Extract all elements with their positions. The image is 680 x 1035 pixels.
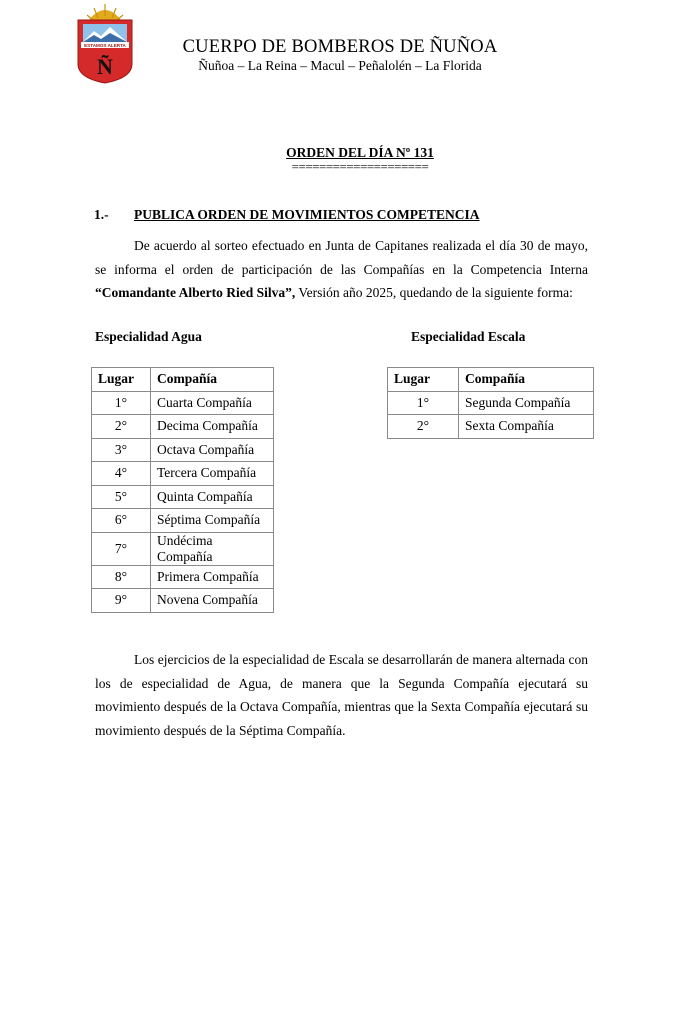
crest-motto: ESTAMOS ALERTA [84,43,126,48]
closing-paragraph [95,648,588,742]
fire-department-crest-logo [74,2,136,84]
water-order-table [91,367,274,613]
table-row [92,532,274,565]
closing-text: Los ejercicios de la especialidad de Escala se desarrollarán de manera alternada con los de especialidad de Agua, de manera que la Segunda Compañía ejecutará su movimiento después de la Octava Compañía, mientras que la Sexta Compañía ejecutará su movimiento después de la Séptima Compañía. [95,652,588,738]
intro-text: De acuerdo al sorteo efectuado en Junta de Capitanes realizada el día 30 de mayo, se informa el orden de participación de las Compañías en la Competencia Interna [95,238,588,277]
intro-paragraph [95,234,588,305]
company-cell: Novena Compañía [151,589,274,613]
company-cell: Tercera Compañía [151,462,274,486]
position-header: Lugar [92,368,151,392]
position-cell: 8° [92,565,151,589]
company-cell: Octava Compañía [151,438,274,462]
section-title: PUBLICA ORDEN DE MOVIMIENTOS COMPETENCIA [134,207,480,222]
company-header: Compañía [151,368,274,392]
company-cell: Primera Compañía [151,565,274,589]
table-row [92,509,274,533]
company-header: Compañía [459,368,594,392]
ladder-order-table [387,367,594,439]
order-title-rule: ==================== [291,159,429,174]
table-row [388,415,594,439]
position-cell: 1° [92,391,151,415]
position-cell: 2° [388,415,459,439]
company-cell: Quinta Compañía [151,485,274,509]
position-cell: 7° [92,532,151,565]
company-cell: Segunda Compañía [459,391,594,415]
table-header-row [388,368,594,392]
table-row [92,565,274,589]
position-cell: 6° [92,509,151,533]
table-header-row [92,368,274,392]
crest-letter: Ñ [97,54,113,79]
table-row [388,391,594,415]
position-cell: 3° [92,438,151,462]
position-cell: 2° [92,415,151,439]
position-cell: 5° [92,485,151,509]
intro-tail: Versión año 2025, quedando de la siguiente forma: [295,285,573,300]
water-specialty-label: Especialidad Agua [95,329,202,344]
company-cell: Sexta Compañía [459,415,594,439]
org-communes: Ñuñoa – La Reina – Macul – Peñalolén – La Florida [198,58,482,73]
org-name: CUERPO DE BOMBEROS DE ÑUÑOA [182,37,498,57]
section-number: 1.- [94,207,109,222]
company-cell: Cuarta Compañía [151,391,274,415]
position-header: Lugar [388,368,459,392]
position-cell: 9° [92,589,151,613]
ladder-specialty-label: Especialidad Escala [411,329,526,344]
table-row [92,391,274,415]
table-row [92,589,274,613]
position-cell: 4° [92,462,151,486]
position-cell: 1° [388,391,459,415]
company-cell: Séptima Compañía [151,509,274,533]
competition-name: “Comandante Alberto Ried Silva”, [95,285,296,300]
table-row [92,415,274,439]
table-row [92,438,274,462]
table-row [92,485,274,509]
company-cell: Undécima Compañía [151,532,274,565]
company-cell: Decima Compañía [151,415,274,439]
table-row [92,462,274,486]
order-title: ORDEN DEL DÍA Nº 131 [286,145,434,160]
